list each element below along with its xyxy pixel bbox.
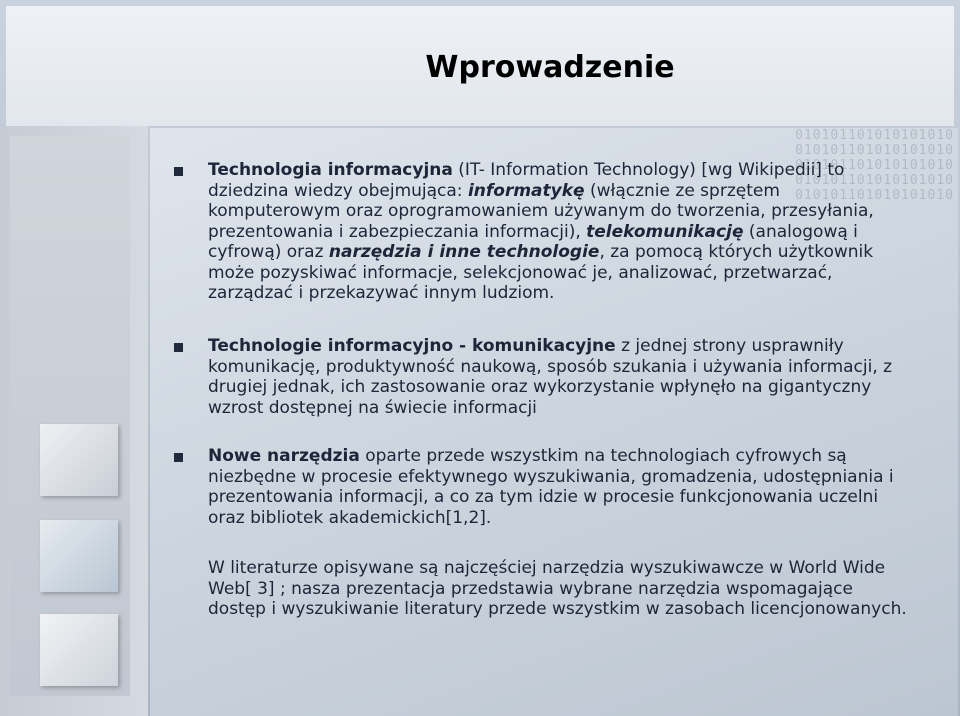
- title-band: [6, 6, 954, 126]
- bullet-emphasis: narzędzia i inne technologie: [328, 242, 600, 262]
- bullet-body: (włącznie ze sprzętem komputerowym oraz oprogramowaniem używanym do tworzenia, przesyłania, prezentowania i zabezpieczania informacji),: [208, 180, 874, 242]
- binary-row: 010101101010101010: [795, 188, 954, 203]
- bullet-body: oparte przede wszystkim na technologiach cyfrowych są niezbędne w procesie efektywnego wyszukiwania, gromadzenia, udostępniania i prezentowania informacji, a co za tym idzie w procesie funkcjonowania uczelni oraz bibliotek akademickich[1,2].: [208, 446, 894, 528]
- bullet-body: z jednej strony usprawniły komunikację, produktywność naukową, sposób szukania i używania informacji, z drugiej jednak, ich zastosowanie oraz wykorzystanie wpłynęło na gigantyczny wzrost dostępnej na świecie informacji: [208, 336, 893, 418]
- bullet-lead: Technologia informacyjna: [208, 160, 453, 180]
- square-bullet-icon: [174, 343, 183, 352]
- binary-row: 010101101010101010: [795, 143, 954, 158]
- bullet-body: , za pomocą których użytkownik może pozyskiwać informacje, selekcjonować je, analizować, przetwarzać, zarządzać i przekazywać innym ludziom.: [208, 242, 874, 303]
- binary-row: 010101101010101010: [795, 128, 954, 143]
- decorative-square-icon: [40, 520, 118, 592]
- left-decor-shade: [10, 136, 130, 696]
- bullet-lead: Nowe narzędzia: [208, 446, 360, 466]
- bullet-lead: Technologie informacyjno - komunikacyjne: [208, 336, 616, 356]
- binary-row: 010101101010101010: [795, 158, 954, 173]
- bullet-text: [208, 160, 914, 304]
- square-bullet-icon: [174, 167, 183, 176]
- bullet-text: [208, 336, 914, 418]
- bullet-emphasis: telekomunikację: [586, 221, 744, 242]
- decorative-square-icon: [40, 424, 118, 496]
- bullet-body: (IT- Information Technology) [wg Wikipedii] to dziedzina wiedzy obejmująca:: [208, 160, 845, 201]
- bullet-emphasis: informatykę: [467, 180, 585, 201]
- slide-title: Wprowadzenie: [425, 50, 675, 85]
- decorative-square-icon: [40, 614, 118, 686]
- binary-row: 010101101010101010: [795, 173, 954, 188]
- bullet-body: (analogową i cyfrową) oraz: [208, 221, 858, 262]
- bullet-text: [208, 446, 914, 528]
- closing-paragraph: W literaturze opisywane są najczęściej narzędzia wyszukiwawcze w World Wide Web[ 3] ; nasza prezentacja przedstawia wybrane narzędzia wspomagające dostęp i wyszukiwanie literatury przede wszystkim w zasobach licencjonowanych.: [208, 558, 907, 619]
- square-bullet-icon: [174, 453, 183, 462]
